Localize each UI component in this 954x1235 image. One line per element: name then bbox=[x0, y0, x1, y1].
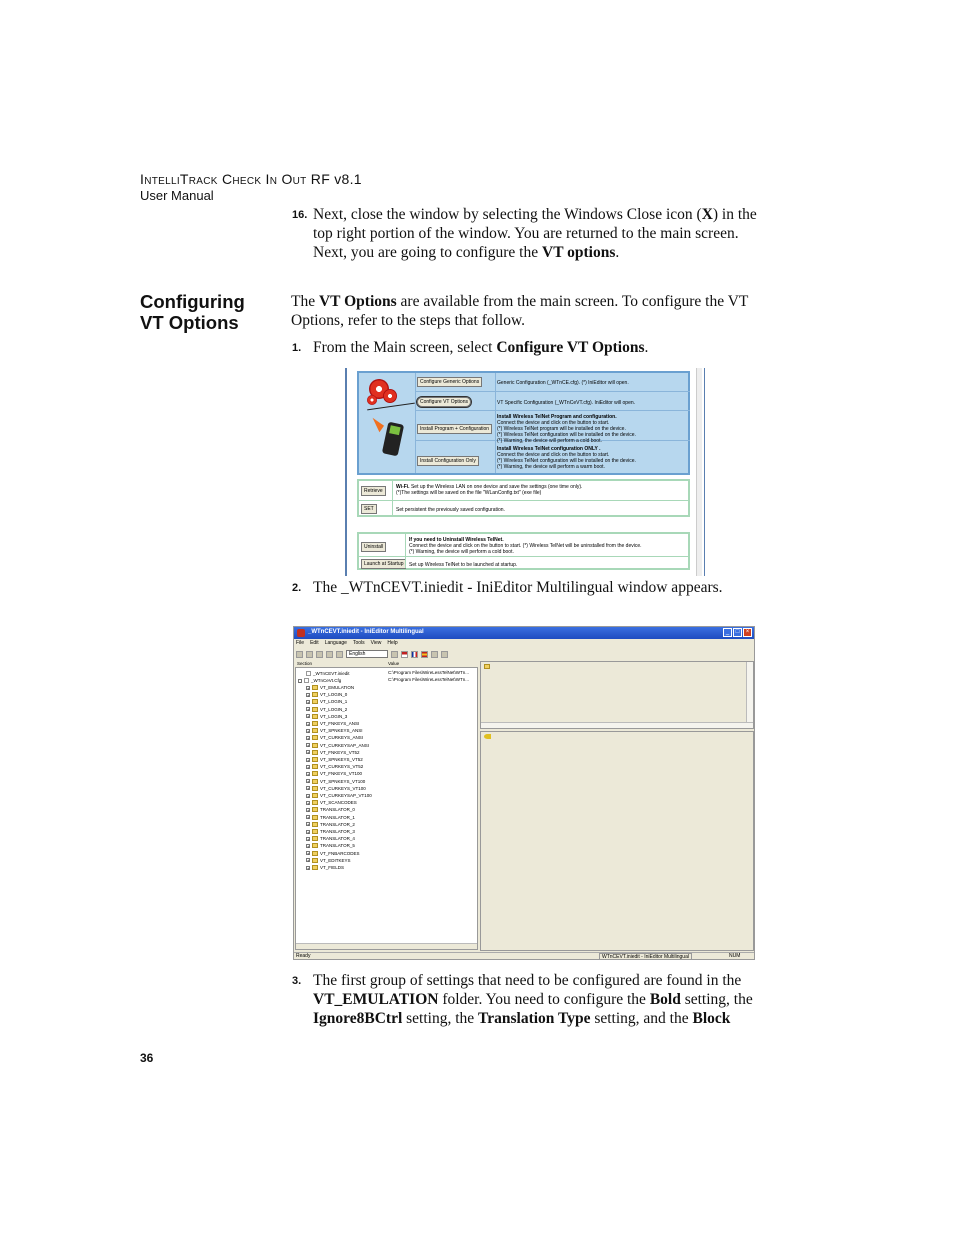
folder-icon bbox=[312, 692, 318, 697]
expand-icon[interactable]: + bbox=[307, 699, 310, 705]
wifi-panel: Retrieve Wi-Fi. Set up the Wireless LAN on one device and save the settings (one time only). (*)The settings will be saved on the file "WLanConfig.txt" (exe file) SET Set persistent the previously saved configuration. bbox=[357, 479, 690, 517]
menu-help[interactable]: Help bbox=[387, 640, 398, 646]
folder-icon bbox=[312, 728, 318, 733]
tree-item-label: VT_SCANCODES bbox=[320, 800, 357, 806]
tree-item-label: VT_FNKEYS_VT100 bbox=[320, 771, 363, 777]
folder-icon bbox=[312, 800, 318, 805]
folder-icon bbox=[312, 851, 318, 856]
folder-icon bbox=[312, 714, 318, 719]
tree-item-label: VT_FIELDS bbox=[320, 865, 345, 870]
copy-icon[interactable] bbox=[326, 651, 333, 658]
tree-item[interactable] bbox=[306, 850, 360, 857]
folder-icon bbox=[312, 779, 318, 784]
tree-item[interactable] bbox=[306, 698, 347, 705]
expand-icon[interactable]: + bbox=[307, 822, 310, 828]
tree-item-label: VT_SPNKEYS_VT52 bbox=[320, 757, 363, 762]
flag-fr-icon[interactable] bbox=[411, 651, 418, 658]
folder-icon bbox=[312, 793, 318, 798]
close-icon[interactable]: × bbox=[743, 628, 752, 637]
folder-icon bbox=[312, 735, 318, 740]
folder-icon bbox=[312, 829, 318, 834]
launch-at-startup-button[interactable]: Launch at Startup bbox=[361, 559, 406, 569]
sort-icon[interactable] bbox=[391, 651, 398, 658]
open-icon[interactable] bbox=[306, 651, 313, 658]
section-title: Configuring VT Options bbox=[140, 291, 245, 333]
minimize-icon[interactable]: _ bbox=[723, 628, 732, 637]
toolbar bbox=[296, 649, 448, 659]
tree-item-label: VT_CURKEYSAP_VT100 bbox=[320, 793, 372, 798]
tree-item-label: VT_FNKEYS_VT52 bbox=[320, 749, 360, 755]
status-filename: WTnCEVT.iniedit - IniEditor Multilingual bbox=[599, 953, 692, 960]
folder-icon bbox=[312, 757, 318, 762]
folder-icon bbox=[312, 843, 318, 848]
program-panel: Configure Generic Options Generic Configuration (_WTnCE.cfg). (*) IniEditor will open. Configure VT Options VT Specific Configuration (_WTnCeVT.cfg). IniEditor will open. Install Program + Configuration Install Wireless TelNet Program and configuration. Connect the device and click on the button to start. (*) Wireless TelNet program will be installed on the device. (*) Wireless TelNet configuration will be installed on the device. (*) Warning, the device will perform a cold boot. Install Configuration Only Install Wireless TelNet configuration ONLY . Connect the device and click on the button to start. (*) Wireless TelNet configuration will be installed on the device. (*) Warning, the device will perform a warm boot. bbox=[357, 371, 690, 475]
tree-item[interactable] bbox=[306, 713, 347, 720]
expand-icon[interactable]: + bbox=[307, 750, 310, 756]
folder-icon bbox=[312, 815, 318, 820]
step-16-text: Next, close the window by selecting the Windows Close icon (X) in the top right portion of the window. You are returned to the main screen. Next, you are going to configure the VT options. bbox=[313, 206, 757, 261]
tree-item[interactable] bbox=[306, 814, 355, 821]
folder-icon bbox=[312, 822, 318, 827]
expand-icon[interactable]: + bbox=[307, 771, 310, 777]
expand-icon[interactable]: + bbox=[307, 836, 310, 842]
expand-icon[interactable]: + bbox=[307, 807, 310, 813]
expand-icon[interactable]: + bbox=[307, 721, 310, 727]
tree-item[interactable] bbox=[306, 763, 363, 770]
tree-item-label: TRANSLATOR_3 bbox=[320, 829, 355, 834]
tree-item[interactable] bbox=[306, 864, 344, 871]
tree-item-label: VT_CURKEYS_VT52 bbox=[320, 764, 364, 770]
running-header-title: IntelliTrack Check In Out RF v8.1 bbox=[140, 171, 362, 187]
step-2-text: The _WTnCEVT.iniedit - IniEditor Multilingual window appears. bbox=[313, 579, 723, 596]
tree-item[interactable] bbox=[306, 720, 359, 727]
expand-icon[interactable]: + bbox=[307, 692, 310, 698]
tree-item-label: TRANSLATOR_0 bbox=[320, 807, 355, 813]
expand-icon[interactable]: + bbox=[307, 714, 310, 720]
tree-item-label: TRANSLATOR_1 bbox=[320, 814, 355, 820]
folder-icon bbox=[484, 664, 490, 669]
tree-item[interactable] bbox=[306, 799, 357, 806]
uninstall-button[interactable]: Uninstall bbox=[361, 542, 386, 552]
tree-item-label: VT_LOGIN_2 bbox=[320, 706, 348, 712]
tree-item[interactable] bbox=[306, 734, 363, 741]
app-icon bbox=[297, 629, 305, 637]
horizontal-scrollbar[interactable] bbox=[481, 722, 753, 728]
menu-tools[interactable]: Tools bbox=[352, 640, 365, 646]
uninstall-panel: Uninstall If you need to Uninstall Wireless TelNet. Connect the device and click on the button to start. (*) Wireless TelNet will be uninstalled from the device. (*) Warning, the device will perform a cold boot. Launch at Startup Set up Wireless TelNet to be launched at startup. bbox=[357, 532, 690, 570]
expand-icon[interactable]: + bbox=[307, 685, 310, 691]
tree-item-label: VT_FNKEYS_ANSI bbox=[320, 721, 360, 726]
expand-icon[interactable]: + bbox=[307, 815, 310, 821]
tree-item[interactable] bbox=[306, 842, 355, 849]
step-1-text: From the Main screen, select Configure VT Options. bbox=[313, 339, 649, 356]
folder-icon bbox=[312, 685, 318, 690]
tree-item-label: VT_FNBARCODES bbox=[320, 850, 360, 856]
key-icon bbox=[484, 734, 491, 739]
tree-item-label: VT_EDITKEYS bbox=[320, 857, 351, 863]
step-3-text: The first group of settings that need to be configured are found in the VT_EMULATION folder. You need to configure the Bold setting, the Ignore8BCtrl setting, the Translation Type setting, and the Block bbox=[313, 972, 753, 1027]
status-bar bbox=[294, 952, 755, 960]
expand-icon[interactable]: + bbox=[307, 786, 310, 792]
scrollbar[interactable] bbox=[696, 368, 702, 576]
expand-icon[interactable]: + bbox=[307, 800, 310, 806]
tree-item[interactable] bbox=[306, 691, 347, 698]
tree-item[interactable] bbox=[306, 749, 360, 756]
menu-bar bbox=[296, 640, 398, 646]
flag-us-icon[interactable] bbox=[401, 651, 408, 658]
menu-view[interactable]: View bbox=[370, 640, 382, 646]
expand-icon[interactable]: + bbox=[307, 865, 310, 871]
expand-icon[interactable]: + bbox=[307, 743, 310, 749]
tree-item-label: VT_EMULATION bbox=[320, 685, 355, 690]
tree-item[interactable] bbox=[306, 684, 354, 691]
expand-icon[interactable]: + bbox=[307, 707, 310, 713]
tree-item-label: VT_LOGIN_0 bbox=[320, 692, 348, 698]
tree-item[interactable] bbox=[306, 742, 369, 749]
vertical-scrollbar[interactable] bbox=[746, 662, 753, 722]
tree-item-label: TRANSLATOR_4 bbox=[320, 836, 355, 842]
tree-root-item[interactable]: _WTnCEVT.iniedit bbox=[306, 670, 350, 677]
config-tool-screenshot bbox=[345, 368, 705, 576]
tree-item-label: VT_CURKEYS_VT100 bbox=[320, 785, 366, 791]
tree-item[interactable] bbox=[306, 706, 347, 713]
running-header-subtitle: User Manual bbox=[140, 188, 214, 203]
status-num: NUM bbox=[729, 953, 741, 959]
new-icon[interactable] bbox=[296, 651, 303, 658]
menu-file[interactable]: File bbox=[296, 640, 305, 646]
tree-item-label: VT_SPNKEYS_VT100 bbox=[320, 778, 366, 784]
bottom-right-pane bbox=[480, 731, 754, 951]
menu-language[interactable]: Language bbox=[324, 640, 347, 646]
arrow-icon bbox=[368, 418, 384, 433]
install-configuration-only-button[interactable]: Install Configuration Only bbox=[417, 456, 479, 466]
handheld-device-icon bbox=[382, 422, 404, 457]
folder-icon bbox=[312, 764, 318, 769]
folder-icon bbox=[312, 786, 318, 791]
expand-icon[interactable]: + bbox=[307, 735, 310, 741]
tree-item[interactable] bbox=[306, 806, 355, 813]
expand-icon[interactable]: + bbox=[307, 757, 310, 763]
folder-icon bbox=[312, 858, 318, 863]
tree-item-label: VT_CURKEYS_ANSI bbox=[320, 735, 364, 741]
top-right-pane bbox=[480, 661, 754, 729]
tree-item[interactable] bbox=[306, 778, 365, 785]
step-number: 2. bbox=[292, 582, 302, 594]
tree-item[interactable] bbox=[306, 727, 363, 734]
tree-item-label: TRANSLATOR_2 bbox=[320, 821, 355, 827]
tree-item[interactable] bbox=[306, 828, 355, 835]
status-ready: Ready bbox=[296, 953, 311, 959]
retrieve-button[interactable]: Retrieve bbox=[361, 486, 386, 496]
section-tree: _WTnCEVT.iniedit C:\Program Files\WireLessTelNet\WTn... - _WTnCeVt.Cfg C:\Program Files\WireLessTelNet\WTn... + VT_EMULATION + VT_LOGIN_0 + VT_LOGIN_1 + VT_LOGIN_2 + VT_LOGIN_3 + VT_FNKEYS_ANSI + VT_SPNKEYS_ANSI + VT_CURKEYS_ANSI + VT_CURKEYSAP_ANSI + VT_FNKEYS_VT52 + VT_SPNKEYS_VT52 + VT_CURKEYS_VT52 + VT_FNKEYS_VT100 + VT_SPNKEYS_VT100 + VT_CURKEYS_VT100 + VT_CURKEYSAP_VT100 + VT_SCANCODES + TRANSLATOR_0 + TRANSLATOR_1 + TRANSLATOR_2 + TRANSLATOR_3 + TRANSLATOR_4 + TRANSLATOR_5 + VT_FNBARCODES + VT_EDITKEYS + VT_FIELDS bbox=[295, 667, 478, 950]
help-icon[interactable] bbox=[431, 651, 438, 658]
tree-item-label: VT_SPNKEYS_ANSI bbox=[320, 728, 363, 734]
expand-icon[interactable]: + bbox=[307, 851, 310, 857]
folder-icon bbox=[312, 699, 318, 704]
column-header-value: Value bbox=[388, 661, 400, 666]
expand-icon[interactable]: + bbox=[307, 779, 310, 785]
folder-icon bbox=[312, 707, 318, 712]
configure-vt-options-button[interactable]: Configure VT Options bbox=[417, 397, 471, 407]
folder-icon bbox=[312, 807, 318, 812]
tree-item[interactable] bbox=[306, 835, 355, 842]
expand-icon[interactable]: + bbox=[307, 843, 310, 849]
folder-icon bbox=[312, 743, 318, 748]
step-number: 16. bbox=[292, 209, 308, 221]
window-title: _WTnCEVT.iniedit - IniEditor Multilingual bbox=[294, 627, 755, 639]
page-number: 36 bbox=[140, 1051, 154, 1065]
set-button[interactable]: SET bbox=[361, 504, 377, 514]
configure-generic-options-button[interactable]: Configure Generic Options bbox=[417, 377, 482, 387]
gear-icon bbox=[367, 395, 377, 405]
expand-icon[interactable]: + bbox=[307, 764, 310, 770]
gear-icon bbox=[383, 389, 397, 403]
save-icon[interactable] bbox=[316, 651, 323, 658]
tree-item[interactable] bbox=[306, 770, 362, 777]
folder-icon bbox=[312, 721, 318, 726]
tree-item[interactable] bbox=[306, 857, 351, 864]
folder-icon bbox=[312, 836, 318, 841]
column-header-section: Section bbox=[297, 661, 313, 666]
tree-root-item[interactable]: - _WTnCeVt.Cfg bbox=[299, 678, 342, 684]
install-program-configuration-button[interactable]: Install Program + Configuration bbox=[417, 424, 492, 434]
tree-item-label: VT_CURKEYSAP_ANSI bbox=[320, 742, 370, 748]
tree-item-label: VT_LOGIN_3 bbox=[320, 713, 348, 719]
folder-icon bbox=[312, 771, 318, 776]
expand-icon[interactable]: + bbox=[307, 858, 310, 864]
step-number: 1. bbox=[292, 342, 302, 354]
folder-icon bbox=[312, 750, 318, 755]
menu-edit[interactable]: Edit bbox=[310, 640, 319, 646]
paste-icon[interactable] bbox=[336, 651, 343, 658]
tree-item[interactable] bbox=[306, 821, 355, 828]
tree-item-label: TRANSLATOR_5 bbox=[320, 843, 355, 849]
expand-icon[interactable]: + bbox=[307, 793, 310, 799]
exit-icon[interactable] bbox=[441, 651, 448, 658]
expand-icon[interactable]: + bbox=[307, 728, 310, 734]
tree-item[interactable] bbox=[306, 792, 372, 799]
section-intro: The VT Options are available from the main screen. To configure the VT Options, refer to the steps that follow. bbox=[291, 293, 749, 329]
expand-icon[interactable]: + bbox=[307, 829, 310, 835]
maximize-icon[interactable]: □ bbox=[733, 628, 742, 637]
step-number: 3. bbox=[292, 975, 302, 987]
tree-item-label: VT_LOGIN_1 bbox=[320, 699, 348, 705]
tree-item[interactable] bbox=[306, 785, 366, 792]
horizontal-scrollbar[interactable] bbox=[296, 943, 477, 949]
flag-es-icon[interactable] bbox=[421, 651, 428, 658]
tree-item[interactable] bbox=[306, 756, 363, 763]
language-select[interactable]: English bbox=[346, 650, 388, 658]
inieditor-window-screenshot bbox=[293, 626, 755, 960]
folder-icon bbox=[312, 865, 318, 870]
